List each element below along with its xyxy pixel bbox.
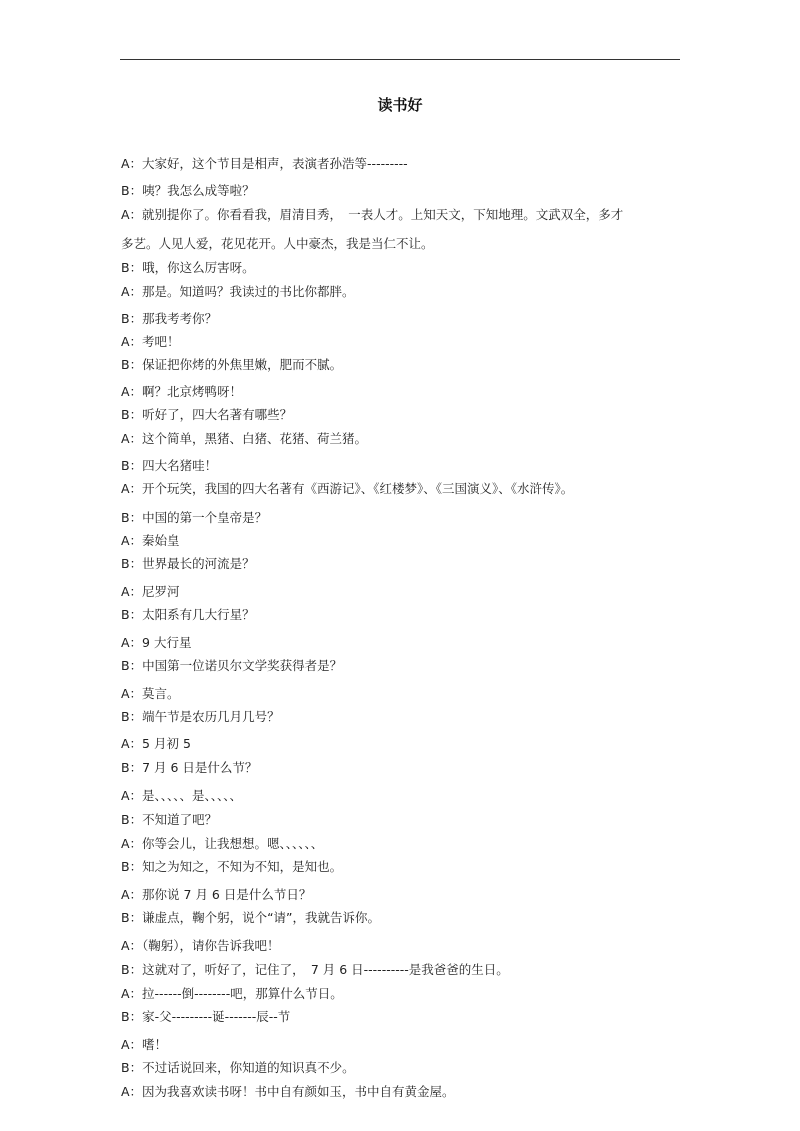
dialogue-line: B：7 月 6 日是什么节？ — [121, 760, 258, 775]
document-title: 读书好 — [377, 96, 423, 114]
dialogue-line: A：这个简单，黑猪、白猪、花猪、荷兰猪。 — [121, 431, 368, 446]
dialogue-line: A：是、、、、、是、、、、、 — [121, 788, 243, 803]
dialogue-line: B：世界最长的河流是？ — [121, 556, 255, 571]
dialogue-line: 多艺。人见人爱，花见花开。人中豪杰，我是当仁不让。 — [121, 236, 434, 251]
dialogue-line: B：中国第一位诺贝尔文学奖获得者是？ — [121, 658, 343, 673]
dialogue-line: B：那我考考你？ — [121, 311, 218, 326]
dialogue-line: B：四大名猪哇！ — [121, 458, 218, 473]
dialogue-line: B：知之为知之，不知为不知，是知也。 — [121, 859, 343, 874]
dialogue-line: A：就别提你了。你看看我，眉清目秀， 一表人才。上知天文，下知地理。文武双全，多才 — [121, 207, 624, 222]
dialogue-line: B：家-父---------诞-------辰--节 — [121, 1009, 291, 1024]
dialogue-line: B：这就对了，听好了，记住了， 7 月 6 日----------是我爸爸的生日。 — [121, 962, 509, 977]
dialogue-line: B：太阳系有几大行星？ — [121, 607, 255, 622]
dialogue-line: A：9 大行星 — [121, 635, 192, 650]
dialogue-line: B：保证把你烤的外焦里嫩，肥而不腻。 — [121, 357, 343, 372]
dialogue-line: A：5 月初 5 — [121, 736, 191, 751]
dialogue-line: A：（鞠躬），请你告诉我吧！ — [121, 938, 280, 953]
dialogue-line: B：中国的第一个皇帝是？ — [121, 510, 268, 525]
dialogue-line: A：开个玩笑，我国的四大名著有《西游记》、《红楼梦》、《三国演义》、《水浒传》。 — [121, 481, 574, 496]
dialogue-line: B：不知道了吧？ — [121, 812, 218, 827]
dialogue-line: A：大家好，这个节目是相声，表演者孙浩等--------- — [121, 156, 408, 171]
dialogue-line: A：那你说 7 月 6 日是什么节日？ — [121, 887, 312, 902]
dialogue-line: A：尼罗河 — [121, 584, 180, 599]
dialogue-line: A：莫言。 — [121, 686, 180, 701]
dialogue-line: A：嗜！ — [121, 1037, 168, 1052]
dialogue-line: A：秦始皇 — [121, 533, 180, 548]
dialogue-line: B：哦，你这么厉害呀。 — [121, 260, 255, 275]
dialogue-line: B：咦？我怎么成等啦？ — [121, 183, 255, 198]
dialogue-line: B：听好了，四大名著有哪些？ — [121, 407, 293, 422]
dialogue-line: A：拉------倒--------吧，那算什么节日。 — [121, 986, 343, 1001]
dialogue-line: A：啊？北京烤鸭呀！ — [121, 384, 243, 399]
dialogue-line: A：你等会儿，让我想想。嗯、、、、、、 — [121, 836, 324, 851]
dialogue-line: B：不过话说回来，你知道的知识真不少。 — [121, 1060, 355, 1075]
dialogue-line: A：因为我喜欢读书呀！书中自有颜如玉，书中自有黄金屋。 — [121, 1084, 455, 1099]
dialogue-line: A：考吧！ — [121, 334, 180, 349]
dialogue-line: B：谦虚点，鞠个躬，说个“请”，我就告诉你。 — [121, 910, 381, 925]
dialogue-line: A：那是。知道吗？我读过的书比你都胖。 — [121, 284, 355, 299]
header-rule — [120, 59, 680, 60]
dialogue-line: B：端午节是农历几月几号？ — [121, 709, 280, 724]
